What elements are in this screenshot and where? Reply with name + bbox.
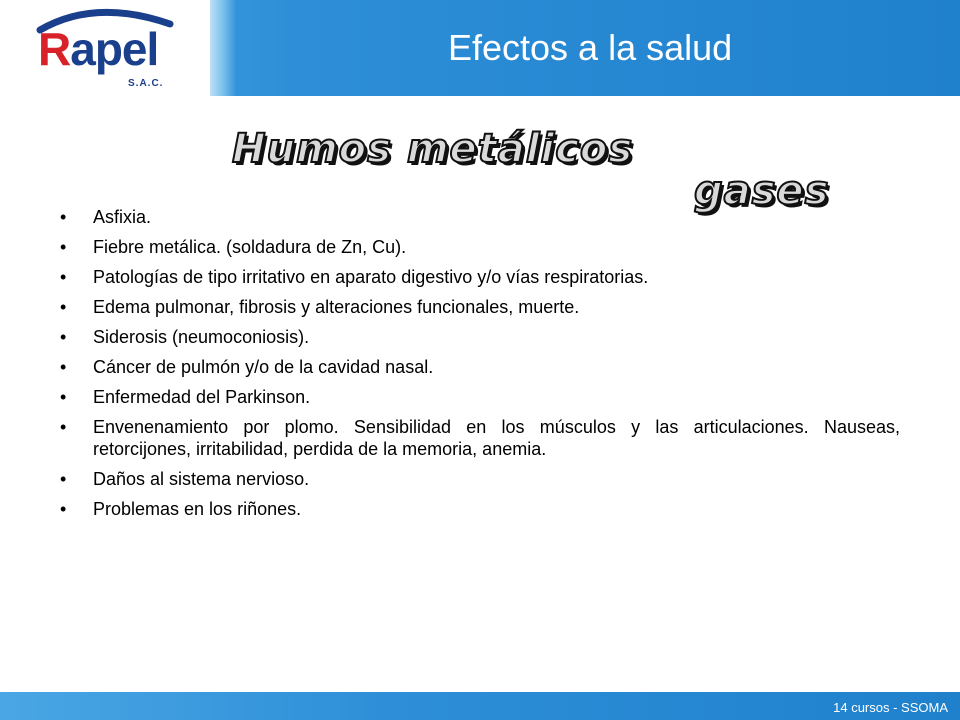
bullet-item [60,356,900,378]
bullet-item [60,326,900,348]
bullet-text: Cáncer de pulmón y/o de la cavidad nasal. [93,357,434,377]
bullet-item [60,416,900,460]
bullet-dot: • [60,357,67,377]
bullet-dot: • [60,237,67,257]
logo-initial: R [38,23,71,75]
bullet-text: Patologías de tipo irritativo en aparato digestivo y/o vías respiratorias. [93,267,649,287]
bullet-text: Enfermedad del Parkinson. [93,387,311,407]
bullet-dot: • [60,327,67,347]
logo-name: apel [70,23,159,75]
bullet-dot: • [60,297,67,317]
bullet-dot: • [60,387,67,407]
bullet-item [60,498,900,520]
bullet-text: Problemas en los riñones. [93,499,302,519]
bullet-item [60,266,900,288]
bullet-text: Siderosis (neumoconiosis). [93,327,310,347]
bullet-text: Daños al sistema nervioso. [93,469,310,489]
bullet-item [60,236,900,258]
bullet-item [60,296,900,318]
bullet-dot: • [60,207,67,227]
bullet-item [60,468,900,490]
bullet-dot: • [60,417,67,437]
wordart-heading-1: Humos metálicos [232,126,634,172]
bullet-dot: • [60,499,67,519]
bullet-item [60,386,900,408]
slide-title: Efectos a la salud [448,27,733,68]
bullet-item [60,206,900,228]
logo-subtitle: S.A.C. [128,78,164,89]
footer-bar [0,692,960,720]
footer-text: 14 cursos - SSOMA [833,700,948,715]
bullet-dot: • [60,469,67,489]
header-edge [210,0,236,96]
bullet-dot: • [60,267,67,287]
logo-area [0,0,210,96]
bullet-text: Asfixia. [93,207,152,227]
bullet-text: Envenenamiento por plomo. Sensibilidad en los músculos y las articulaciones. Nauseas, retorcijones, irritabilidad, perdida de la memoria, anemia. [93,417,900,459]
bullet-text: Fiebre metálica. (soldadura de Zn, Cu). [93,237,407,257]
bullet-text: Edema pulmonar, fibrosis y alteraciones funcionales, muerte. [93,297,580,317]
bullet-list [60,206,900,528]
wordart-heading-2: gases [694,168,830,214]
logo [38,23,159,75]
